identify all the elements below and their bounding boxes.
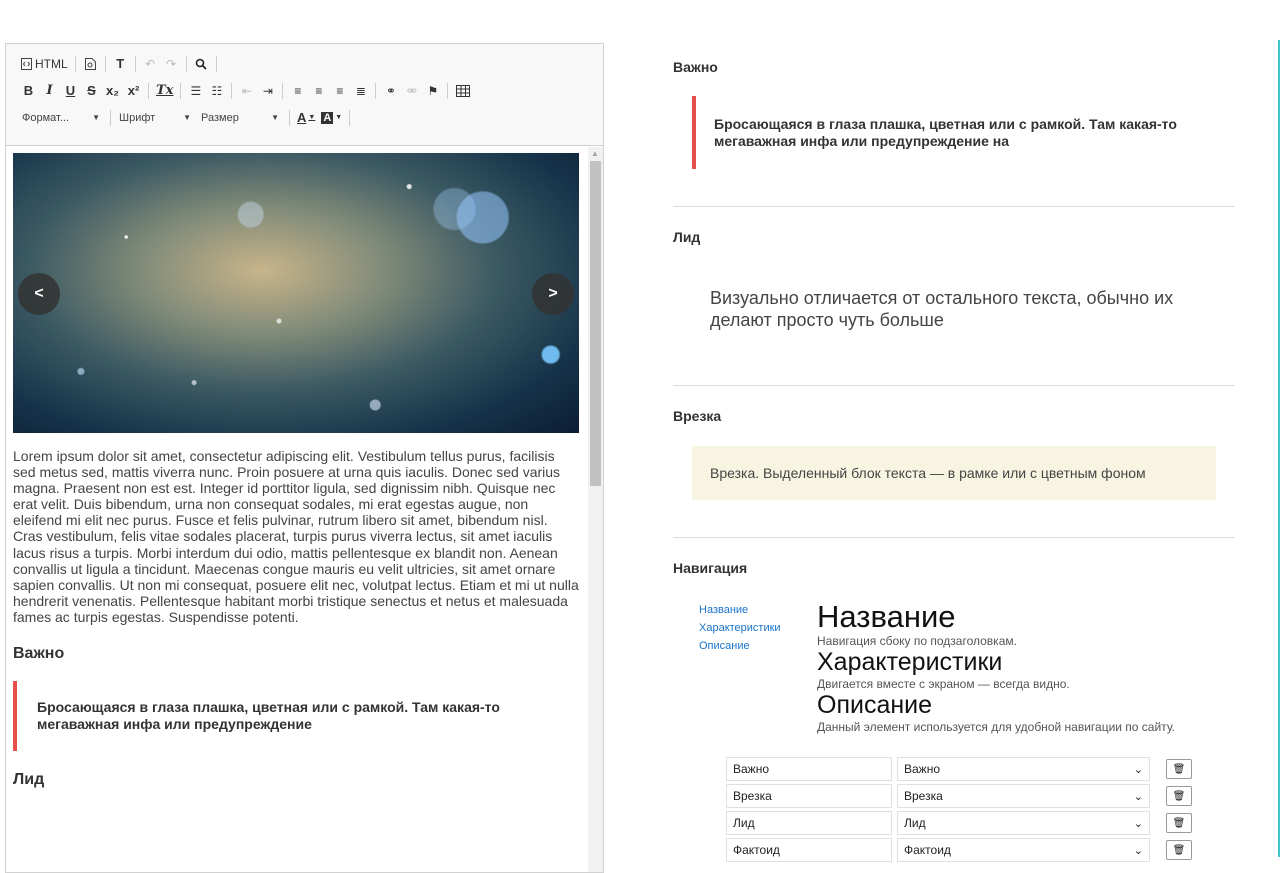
side-navigation bbox=[699, 601, 781, 655]
bulleted-list-button[interactable] bbox=[206, 80, 227, 101]
section-title-important: Важно bbox=[673, 59, 718, 75]
toolbar-row-1 bbox=[18, 52, 603, 75]
numbered-list-icon: ☰ bbox=[190, 83, 202, 98]
align-right-button[interactable] bbox=[329, 80, 350, 101]
image-slider bbox=[13, 153, 579, 433]
mapping-name-field[interactable]: Врезка bbox=[726, 784, 892, 808]
subscript-button[interactable]: x₂ bbox=[105, 83, 119, 98]
nav-link-name[interactable]: Название bbox=[699, 604, 749, 616]
outdent-icon: ⇤ bbox=[241, 83, 252, 98]
slider-prev-button[interactable]: < bbox=[18, 273, 60, 315]
search-button[interactable] bbox=[191, 53, 212, 74]
nav-heading: Характеристики bbox=[817, 648, 1003, 676]
mapping-name-field[interactable]: Важно bbox=[726, 757, 892, 781]
chevron-down-icon: ▼ bbox=[92, 113, 100, 122]
alert-block: Бросающаяся в глаза плашка, цветная или с рамкой. Там какая-то мегаважная инфа или предупреждение bbox=[13, 681, 573, 751]
mapping-type-select[interactable] bbox=[897, 757, 1150, 781]
mapping-type-select[interactable] bbox=[897, 784, 1150, 808]
trash-icon: 🗑 bbox=[1172, 790, 1186, 802]
format-dropdown[interactable] bbox=[18, 107, 104, 128]
mapping-row bbox=[726, 784, 1192, 808]
mapping-type-value: Лид bbox=[904, 816, 926, 830]
align-right-icon: ≡ bbox=[336, 83, 344, 98]
font-dropdown-label: Шрифт bbox=[119, 111, 156, 124]
navigation-content bbox=[817, 600, 1237, 734]
heading-important: Важно bbox=[13, 645, 65, 663]
undo-button[interactable] bbox=[140, 53, 161, 74]
link-icon: ⚭ bbox=[385, 83, 396, 98]
text-format-button[interactable] bbox=[110, 53, 131, 74]
mapping-type-select[interactable] bbox=[897, 838, 1150, 862]
toolbar-row-3 bbox=[18, 106, 603, 129]
text-color-button[interactable] bbox=[294, 107, 318, 128]
heading-lead: Лид bbox=[13, 771, 45, 789]
section-title-navigation: Навигация bbox=[673, 560, 748, 576]
toolbar-separator bbox=[135, 56, 136, 72]
indent-icon: ⇥ bbox=[262, 83, 273, 98]
unlink-button[interactable] bbox=[401, 80, 422, 101]
mapping-type-value: Фактоид bbox=[904, 843, 951, 857]
chevron-down-icon: ⌄ bbox=[1133, 790, 1143, 803]
toolbar-separator bbox=[216, 56, 217, 72]
numbered-list-button[interactable] bbox=[185, 80, 206, 101]
rich-text-editor bbox=[5, 43, 604, 873]
preview-button[interactable] bbox=[80, 53, 101, 74]
undo-icon: ↶ bbox=[145, 56, 156, 71]
toolbar-separator bbox=[231, 83, 232, 99]
anchor-button[interactable] bbox=[422, 80, 443, 101]
link-button[interactable] bbox=[380, 80, 401, 101]
superscript-button[interactable]: x² bbox=[127, 83, 140, 98]
chevron-down-icon: ▼ bbox=[308, 114, 316, 121]
chevron-down-icon: ▼ bbox=[335, 114, 343, 121]
scrollbar-thumb[interactable] bbox=[590, 161, 601, 486]
toolbar-separator bbox=[105, 56, 106, 72]
lead-text: Визуально отличается от остального текста, обычно их делают просто чуть больше bbox=[710, 288, 1174, 330]
toolbar-separator bbox=[75, 56, 76, 72]
editor-content[interactable] bbox=[6, 147, 589, 873]
format-dropdown-label: Формат... bbox=[22, 111, 70, 124]
toolbar-separator bbox=[447, 83, 448, 99]
delete-row-button[interactable] bbox=[1166, 813, 1192, 833]
trash-icon: 🗑 bbox=[1172, 817, 1186, 829]
align-justify-icon: ≣ bbox=[355, 83, 366, 98]
toolbar-separator bbox=[289, 110, 290, 126]
nav-section-text: Данный элемент используется для удобной навигации по сайту. bbox=[817, 720, 1175, 734]
slider-next-button[interactable]: > bbox=[532, 273, 574, 315]
divider bbox=[673, 206, 1235, 207]
body-paragraph: Lorem ipsum dolor sit amet, consectetur adipiscing elit. Vestibulum tellus purus, facilisis sed metus sed, mattis viverra nunc. Proin posuere at urna quis iaculis. Donec sed varius magna. Praesent non est est. Integer id porttitor ligula, sed dignissim nibh. Quisque nec erat velit. Duis bibendum, urna non consequat sodales, mi erat egestas augue, non eleifend mi elit nec purus. Fusce et felis pulvinar, rutrum libero sit amet, bibendum nisl. Cras vestibulum, felis vitae sodales placerat, turpis purus viverra lectus, sit amet iaculis lacus risus a turpis. Morbi interdum dui odio, mattis pellentesque ex blandit non. Aenean convallis ut ligula a tincidunt. Maecenas congue mauris eu velit ultricies, sit amet ornare sapien convallis. Ut non mi consequat, posuere elit nec, volutpat lectus. Etiam et mi ut nulla hendrerit venenatis. Pellentesque habitant morbi tristique senectus et netus et malesuada fames ac turpis egestas. Suspendisse potenti. bbox=[13, 448, 579, 625]
preview-icon bbox=[85, 58, 96, 70]
trash-icon: 🗑 bbox=[1172, 844, 1186, 856]
toolbar-separator bbox=[180, 83, 181, 99]
chevron-down-icon: ⌄ bbox=[1133, 844, 1143, 857]
align-center-icon: ≡ bbox=[315, 83, 323, 98]
nav-heading: Описание bbox=[817, 691, 933, 719]
bg-color-button[interactable] bbox=[318, 107, 345, 128]
chevron-down-icon: ⌄ bbox=[1133, 763, 1143, 776]
mapping-name-field[interactable]: Фактоид bbox=[726, 838, 892, 862]
size-dropdown-label: Размер bbox=[201, 111, 239, 124]
chevron-down-icon: ▼ bbox=[271, 113, 279, 122]
indent-button[interactable] bbox=[257, 80, 278, 101]
toolbar-separator bbox=[186, 56, 187, 72]
align-left-button[interactable] bbox=[287, 80, 308, 101]
toolbar-row-2 bbox=[18, 79, 603, 102]
toolbar-separator bbox=[375, 83, 376, 99]
nav-link-characteristics[interactable]: Характеристики bbox=[699, 622, 781, 634]
delete-row-button[interactable] bbox=[1166, 759, 1192, 779]
search-icon bbox=[195, 58, 207, 70]
clear-format-button[interactable]: Tx bbox=[156, 83, 174, 98]
delete-row-button[interactable] bbox=[1166, 786, 1192, 806]
divider bbox=[673, 385, 1235, 386]
outdent-button[interactable] bbox=[236, 80, 257, 101]
redo-button[interactable] bbox=[161, 53, 182, 74]
editor-toolbar bbox=[6, 44, 603, 146]
preview-panel bbox=[673, 0, 1235, 857]
delete-row-button[interactable] bbox=[1166, 840, 1192, 860]
redo-icon: ↷ bbox=[166, 56, 177, 71]
scroll-up-icon[interactable]: ▲ bbox=[591, 149, 599, 158]
nav-section-text: Навигация сбоку по подзаголовкам. bbox=[817, 634, 1017, 648]
editor-scrollbar[interactable] bbox=[588, 147, 603, 873]
table-icon bbox=[456, 85, 470, 97]
toolbar-separator bbox=[349, 110, 350, 126]
mapping-type-value: Врезка bbox=[904, 789, 943, 803]
table-button[interactable] bbox=[452, 80, 473, 101]
inset-block: Врезка. Выделенный блок текста — в рамке или с цветным фоном bbox=[692, 446, 1216, 500]
section-title-lead: Лид bbox=[673, 229, 701, 245]
chevron-down-icon: ⌄ bbox=[1133, 817, 1143, 830]
nav-section-text: Двигается вместе с экраном — всегда видно. bbox=[817, 677, 1070, 691]
nav-link-description[interactable]: Описание bbox=[699, 640, 750, 652]
mapping-row bbox=[726, 757, 1192, 781]
underline-button[interactable]: U bbox=[65, 83, 76, 98]
trash-icon: 🗑 bbox=[1172, 763, 1186, 775]
bulleted-list-icon: ☷ bbox=[211, 83, 223, 98]
html-source-button[interactable] bbox=[18, 53, 71, 74]
toolbar-separator bbox=[282, 83, 283, 99]
toolbar-separator bbox=[110, 110, 111, 126]
text-color-label: A bbox=[297, 110, 307, 125]
font-dropdown[interactable] bbox=[115, 107, 195, 128]
align-left-icon: ≡ bbox=[294, 83, 302, 98]
bg-color-label: A bbox=[323, 111, 332, 124]
chevron-down-icon: ▼ bbox=[183, 113, 191, 122]
divider bbox=[673, 537, 1235, 538]
bold-button[interactable]: B bbox=[23, 83, 34, 98]
flag-icon: ⚑ bbox=[427, 83, 439, 98]
code-doc-icon bbox=[21, 58, 32, 70]
text-T-icon: T bbox=[116, 56, 125, 71]
mapping-name-field[interactable]: Лид bbox=[726, 811, 892, 835]
mapping-type-select[interactable] bbox=[897, 811, 1150, 835]
unlink-icon: ⚮ bbox=[406, 83, 417, 98]
section-title-inset: Врезка bbox=[673, 408, 722, 424]
align-justify-button[interactable] bbox=[350, 80, 371, 101]
mapping-row bbox=[726, 838, 1192, 862]
strikethrough-button[interactable]: S bbox=[87, 83, 96, 98]
align-center-button[interactable] bbox=[308, 80, 329, 101]
html-label: HTML bbox=[35, 56, 68, 71]
mapping-row bbox=[726, 811, 1192, 835]
nav-heading: Название bbox=[817, 599, 956, 634]
toolbar-separator bbox=[148, 83, 149, 99]
mapping-type-value: Важно bbox=[904, 762, 941, 776]
alert-block: Бросающаяся в глаза плашка, цветная или с рамкой. Там какая-то мегаважная инфа или предупреждение на bbox=[692, 96, 1212, 169]
size-dropdown[interactable] bbox=[197, 107, 283, 128]
italic-button[interactable]: I bbox=[46, 83, 53, 98]
